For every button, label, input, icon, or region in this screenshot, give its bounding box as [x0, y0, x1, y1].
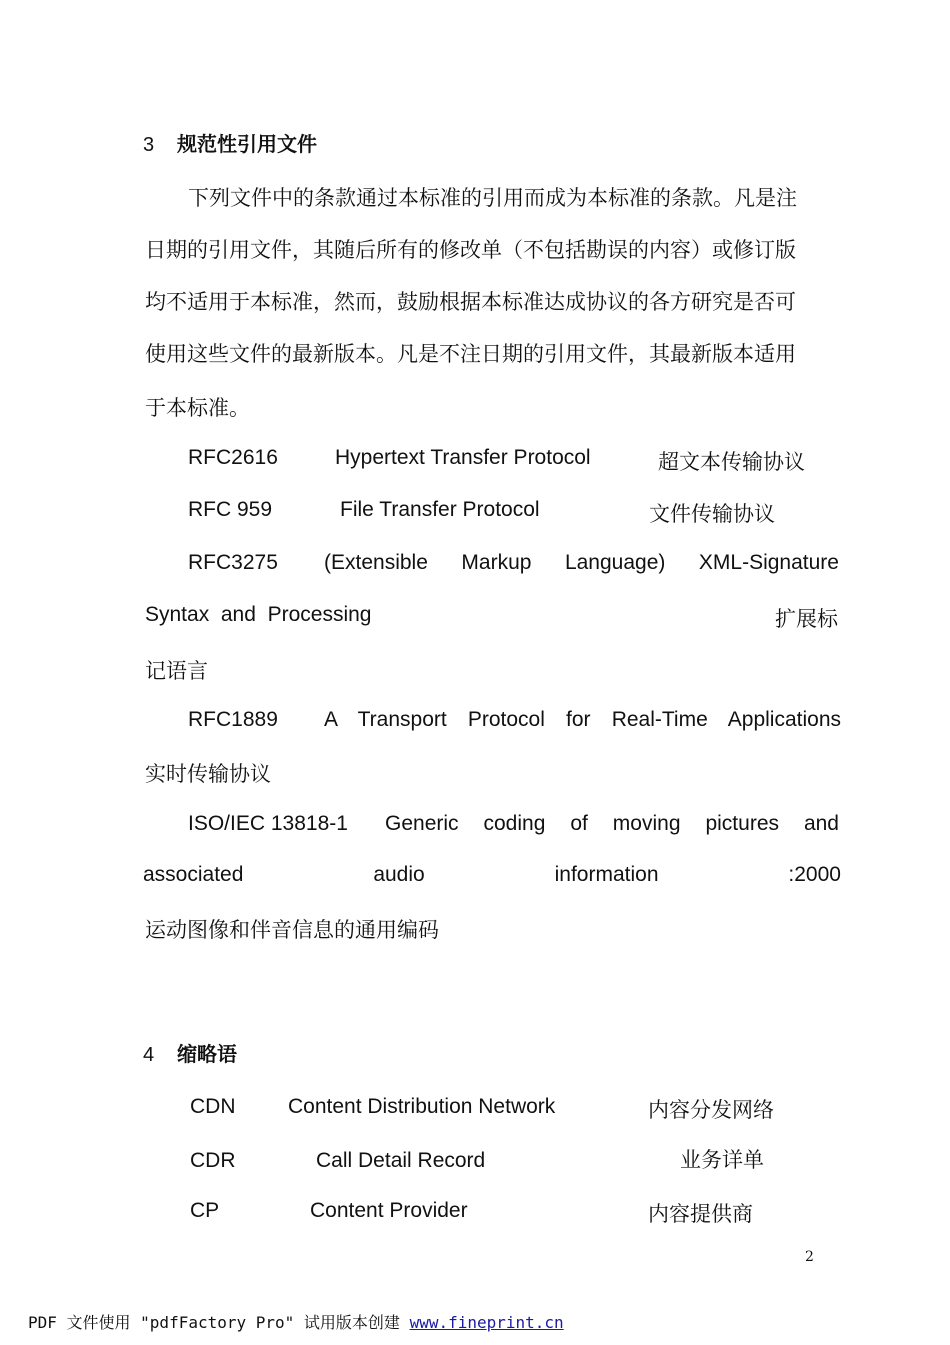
ref-iso13818-word: associated	[143, 863, 244, 886]
paragraph-line-5: 于本标准。	[145, 396, 250, 420]
ref-rfc3275-cn-b: 记语言	[145, 659, 208, 683]
ref-rfc3275-id: RFC3275	[188, 551, 278, 574]
footer-text: PDF 文件使用 "pdfFactory Pro" 试用版本创建	[28, 1313, 410, 1332]
section-4-number: 4	[143, 1044, 155, 1066]
ref-rfc3275-word: XML-Signature	[698, 551, 839, 574]
ref-iso13818-word: information	[554, 863, 659, 886]
ref-rfc3275-line1	[324, 551, 839, 575]
abbr-cdr: CDR	[190, 1149, 236, 1172]
section-3-title: 规范性引用文件	[177, 134, 317, 156]
section-4-title: 缩略语	[177, 1044, 237, 1066]
ref-rfc959-id: RFC 959	[188, 498, 273, 521]
footer-link[interactable]: www.fineprint.cn	[409, 1313, 564, 1332]
abbr-cdn: CDN	[190, 1095, 236, 1118]
abbr-cdn-full: Content Distribution Network	[288, 1095, 556, 1118]
section-3-number: 3	[143, 134, 155, 156]
ref-rfc1889-title: A Transport Protocol for Real-Time Applications	[324, 708, 841, 731]
page-number: 2	[805, 1249, 814, 1265]
ref-iso13818-line1: Generic coding of moving pictures and	[385, 812, 839, 835]
paragraph-line-2: 日期的引用文件，其随后所有的修改单（不包括勘误的内容）或修订版	[145, 238, 796, 262]
ref-rfc3275-cn-a: 扩展标	[775, 607, 838, 631]
abbr-cp-full: Content Provider	[310, 1199, 468, 1222]
abbr-cdr-cn: 业务详单	[680, 1148, 764, 1172]
ref-iso13818-line2	[143, 863, 841, 887]
ref-rfc959-title: File Transfer Protocol	[340, 498, 540, 521]
abbr-cdn-cn: 内容分发网络	[648, 1098, 774, 1122]
abbr-cdr-full: Call Detail Record	[316, 1149, 486, 1172]
ref-rfc1889-id: RFC1889	[188, 708, 278, 731]
pdf-footer	[28, 1310, 564, 1333]
ref-rfc3275-word: Language)	[564, 551, 666, 574]
abbr-cp-cn: 内容提供商	[648, 1202, 753, 1226]
ref-rfc1889-cn: 实时传输协议	[145, 762, 271, 786]
ref-rfc2616-title: Hypertext Transfer Protocol	[335, 446, 591, 469]
ref-rfc959-cn: 文件传输协议	[649, 502, 775, 526]
ref-iso13818-word: audio	[373, 863, 425, 886]
abbr-cp: CP	[190, 1199, 220, 1222]
ref-rfc2616-id: RFC2616	[188, 446, 278, 469]
ref-rfc3275-word: Syntax	[145, 603, 210, 626]
ref-rfc2616-cn: 超文本传输协议	[658, 450, 805, 474]
ref-iso13818-word: :2000	[788, 863, 841, 886]
section-4-heading	[143, 1038, 237, 1067]
ref-rfc3275-line2	[145, 603, 371, 627]
ref-rfc3275-word: and	[220, 603, 256, 626]
paragraph-line-1: 下列文件中的条款通过本标准的引用而成为本标准的条款。凡是注	[188, 186, 797, 210]
ref-iso13818-id: ISO/IEC 13818-1	[188, 812, 348, 835]
paragraph-line-4: 使用这些文件的最新版本。凡是不注日期的引用文件，其最新版本适用	[145, 342, 796, 366]
ref-rfc3275-word: Markup	[461, 551, 532, 574]
paragraph-line-3: 均不适用于本标准，然而，鼓励根据本标准达成协议的各方研究是否可	[145, 290, 796, 314]
ref-iso13818-cn: 运动图像和伴音信息的通用编码	[145, 918, 439, 942]
section-3-heading	[143, 128, 317, 157]
ref-rfc3275-word: (Extensible	[324, 551, 428, 574]
ref-rfc3275-word: Processing	[267, 603, 372, 626]
